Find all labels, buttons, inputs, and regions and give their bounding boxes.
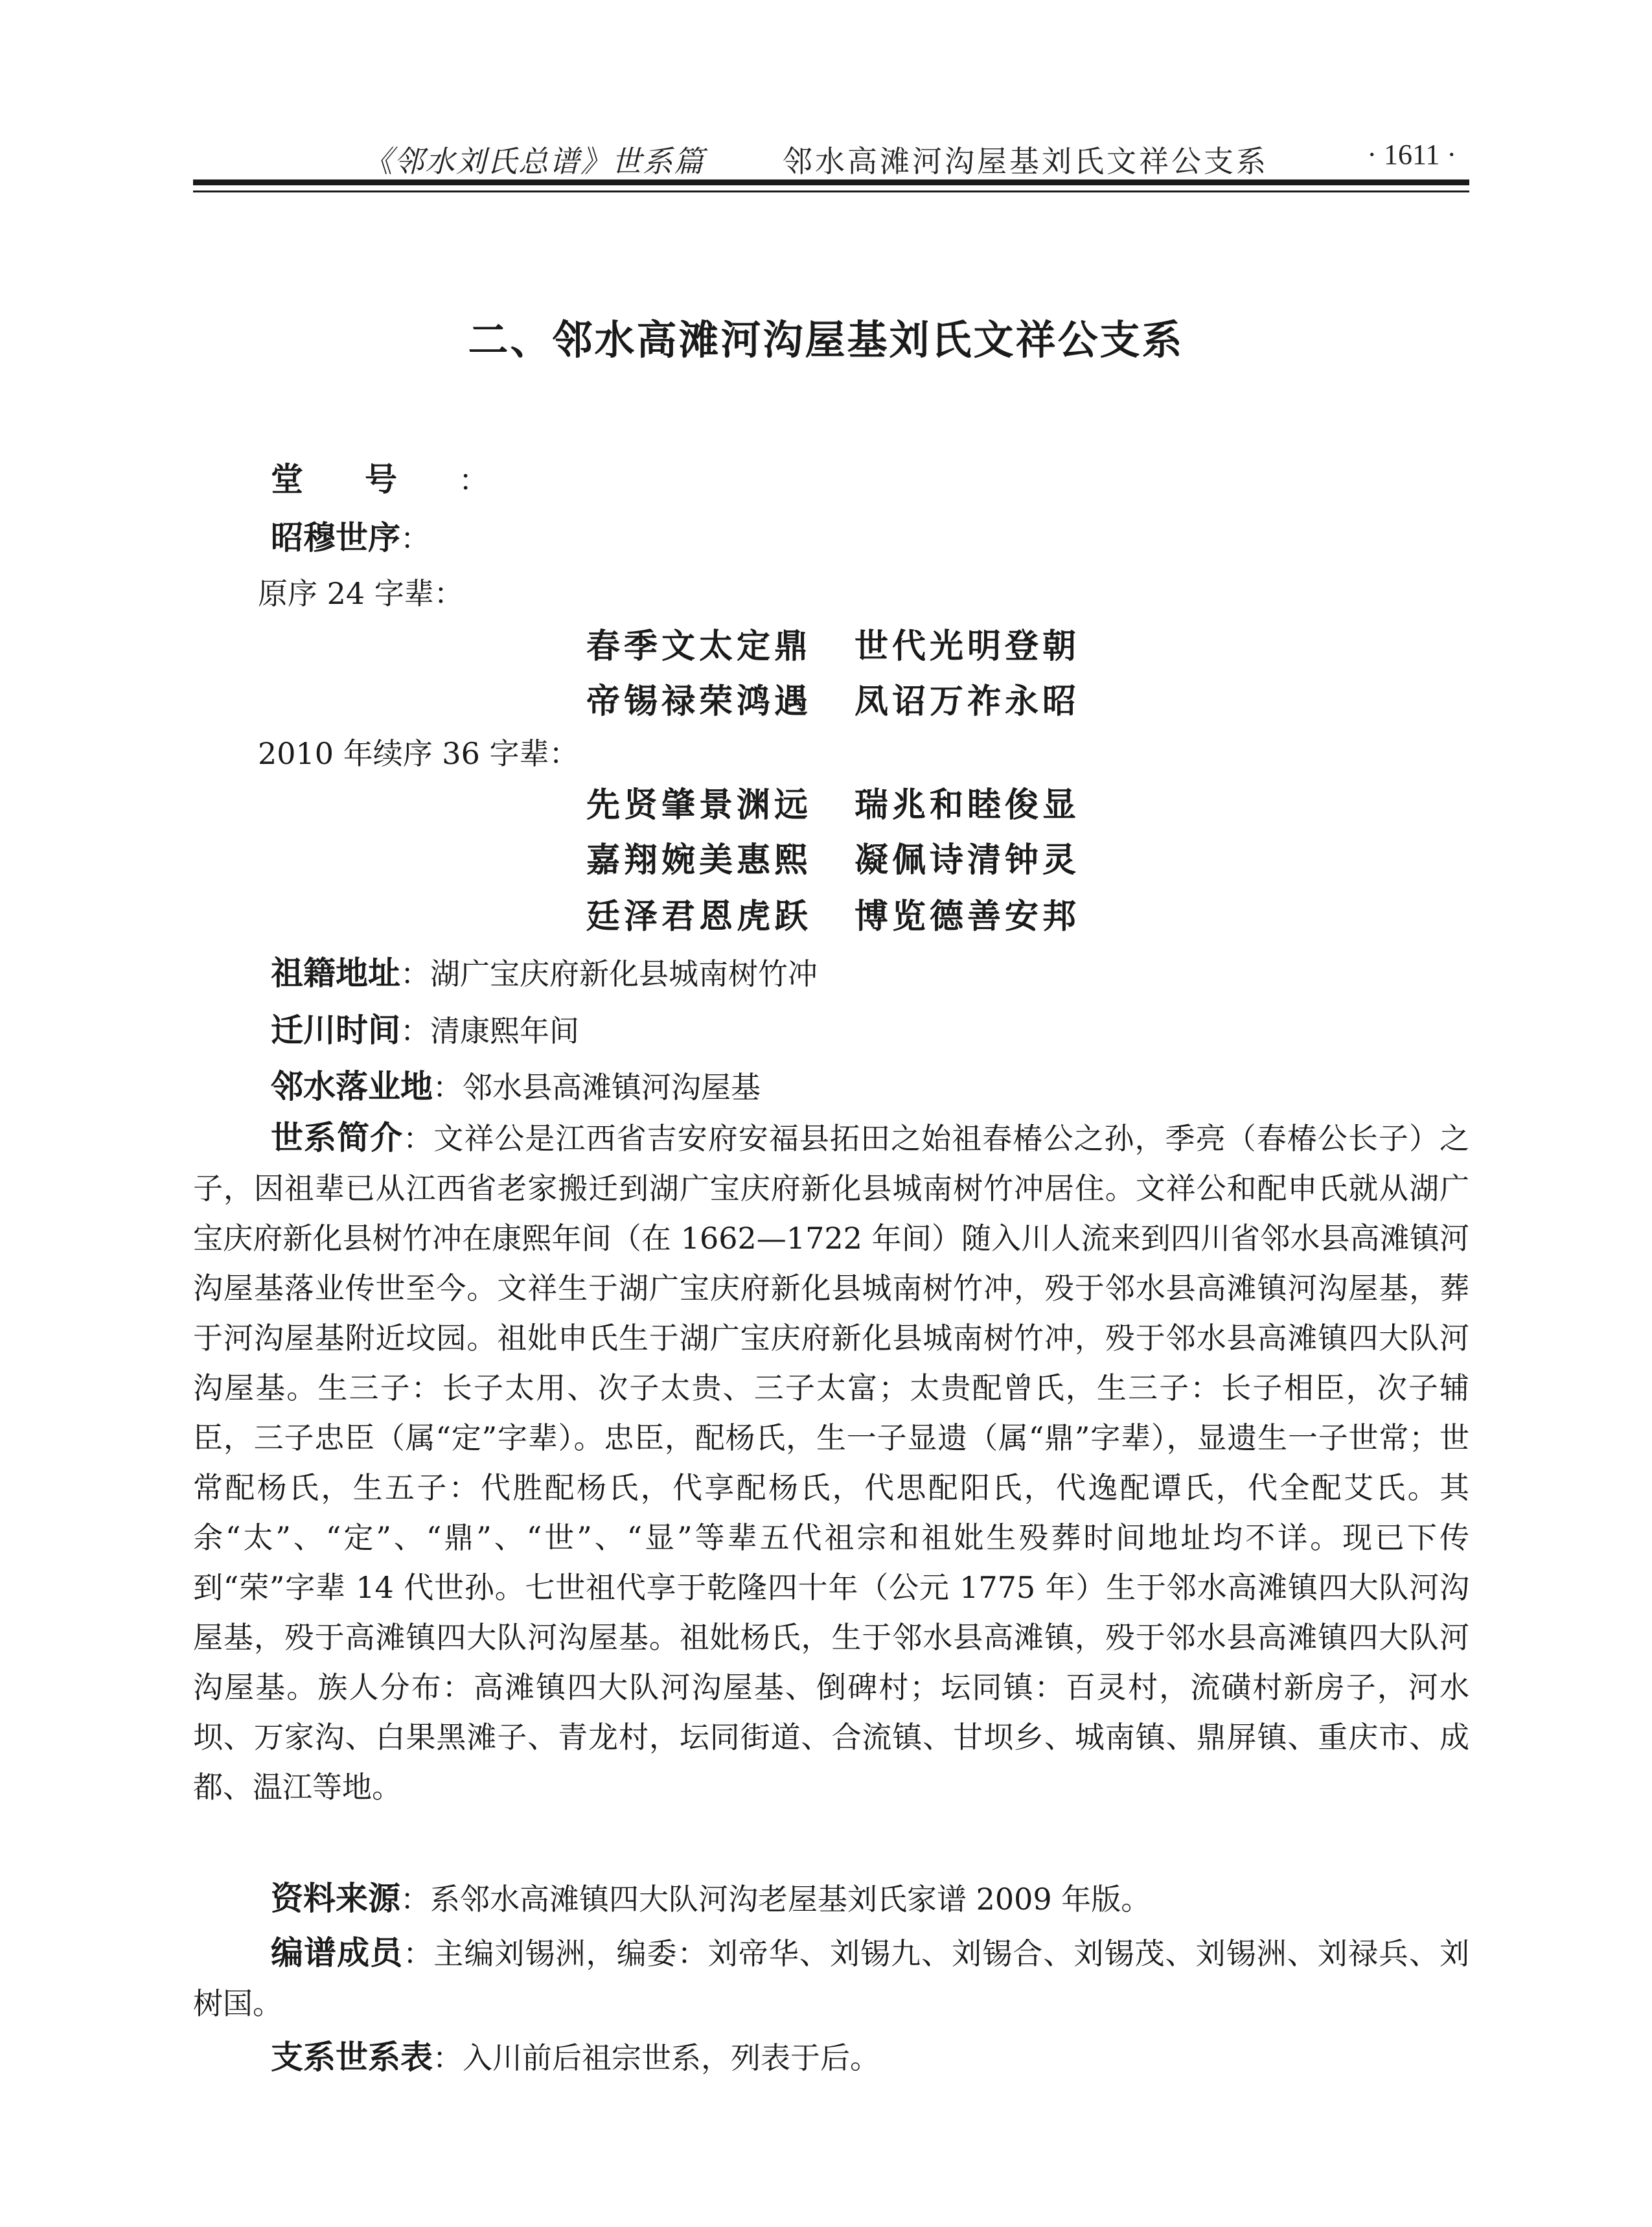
hall-name-line	[271, 454, 488, 500]
poem-half: 瑞兆和睦俊显	[855, 786, 1081, 825]
ancestral-home-label: 祖籍地址	[271, 954, 400, 992]
generation-order-line	[271, 512, 430, 559]
migration-time-line	[271, 1004, 579, 1051]
lineage-intro-label: 世系简介	[271, 1119, 404, 1157]
settlement-value: ：邻水县高滩镇河沟屋基	[433, 1070, 761, 1105]
ancestral-home-value: ：湖广宝庆府新化县城南树竹冲	[400, 956, 818, 991]
ancestral-home-line	[271, 947, 818, 994]
poem-half: 凤诏万祚永昭	[855, 682, 1081, 721]
poem-line	[586, 619, 1080, 667]
migration-time-label: 迁川时间	[271, 1011, 400, 1049]
branch-table-paragraph	[193, 2033, 1469, 2083]
poem-half: 廷泽君恩虎跃	[586, 897, 812, 936]
running-header	[193, 133, 1469, 178]
poem-half: 嘉翔婉美惠熙	[586, 841, 812, 880]
poem-half: 春季文太定鼎	[586, 627, 812, 666]
generation-order-colon: ：	[400, 521, 430, 556]
page-number: · 1611 ·	[1367, 139, 1456, 170]
lineage-intro-paragraph	[193, 1113, 1469, 1812]
branch-table-text: ：入川前后祖宗世系，列表于后。	[433, 2040, 880, 2075]
poem-line	[586, 889, 1080, 938]
compilers-paragraph	[193, 1928, 1469, 2029]
source-paragraph	[193, 1874, 1469, 1924]
section-title: 二、邻水高滩河沟屋基刘氏文祥公支系	[468, 316, 1184, 363]
compilers-text: ：主编刘锡洲，编委：刘帝华、刘锡九、刘锡合、刘锡茂、刘锡洲、刘禄兵、刘树国。	[193, 1936, 1470, 2021]
source-label: 资料来源	[271, 1880, 400, 1917]
branch-table-label: 支系世系表	[271, 2038, 433, 2076]
poem-line	[586, 778, 1080, 826]
poem-half: 世代光明登朝	[855, 627, 1081, 666]
poem-line	[586, 833, 1080, 881]
settlement-line	[271, 1061, 761, 1107]
migration-time-value: ：清康熙年间	[400, 1013, 579, 1048]
continued-order-intro: 2010 年续序 36 字辈：	[258, 736, 579, 771]
poem-half: 帝锡禄荣鸿遇	[586, 682, 812, 721]
hall-name-label: 堂号	[271, 461, 459, 498]
settlement-label: 邻水落业地	[271, 1068, 433, 1105]
compilers-label: 编谱成员	[271, 1934, 404, 1972]
poem-half: 博览德善安邦	[855, 897, 1081, 936]
header-rule-thick	[193, 179, 1469, 185]
poem-line	[586, 674, 1080, 722]
poem-half: 凝佩诗清钟灵	[855, 841, 1081, 880]
header-section-name: 邻水高滩河沟屋基刘氏文祥公支系	[783, 144, 1268, 179]
lineage-intro-text: ：文祥公是江西省吉安府安福县拓田之始祖春椿公之孙，季亮（春椿公长子）之子，因祖辈已从江西省老家搬迁到湖广宝庆府新化县城南树竹冲居住。文祥公和配申氏就从湖广宝庆府新化县树竹冲在康熙年间（在 1662—1722 年间）随入川人流来到四川省邻水县高滩镇河沟屋基落业传世至今。文祥生于湖广宝庆府新化县城南树竹冲，殁于邻水县高滩镇河沟屋基，葬于河沟屋基附近坟园。祖妣申氏生于湖广宝庆府新化县城南树竹冲，殁于邻水县高滩镇四大队河沟屋基。生三子：长子太用、次子太贵、三子太富；太贵配曾氏，生三子：长子相臣，次子辅臣，三子忠臣（属“定”字辈）。忠臣，配杨氏，生一子显遗（属“鼎”字辈），显遗生一子世常；世常配杨氏，生五子：代胜配杨氏，代享配杨氏，代思配阳氏，代逸配谭氏，代全配艾氏。其余“太”、“定”、“鼎”、“世”、“显”等辈五代祖宗和祖妣生殁葬时间地址均不详。现已下传到“荣”字辈 14 代世孙。七世祖代享于乾隆四十年（公元 1775 年）生于邻水高滩镇四大队河沟屋基，殁于高滩镇四大队河沟屋基。祖妣杨氏，生于邻水县高滩镇，殁于邻水县高滩镇四大队河沟屋基。族人分布：高滩镇四大队河沟屋基、倒碑村；坛同镇：百灵村，流磺村新房子，河水坝、万家沟、白果黑滩子、青龙村，坛同街道、合流镇、甘坝乡、城南镇、鼎屏镇、重庆市、成都、温江等地。	[193, 1121, 1470, 1805]
poem-half: 先贤肇景渊远	[586, 786, 812, 825]
book-title: 《邻水刘氏总谱》世系篇	[363, 144, 705, 179]
generation-order-label: 昭穆世序	[271, 519, 400, 557]
hall-name-colon: ：	[459, 463, 488, 498]
header-rule-thin	[193, 190, 1469, 192]
original-order-intro: 原序 24 字辈：	[258, 576, 464, 611]
source-text: ：系邻水高滩镇四大队河沟老屋基刘氏家谱 2009 年版。	[400, 1882, 1151, 1917]
